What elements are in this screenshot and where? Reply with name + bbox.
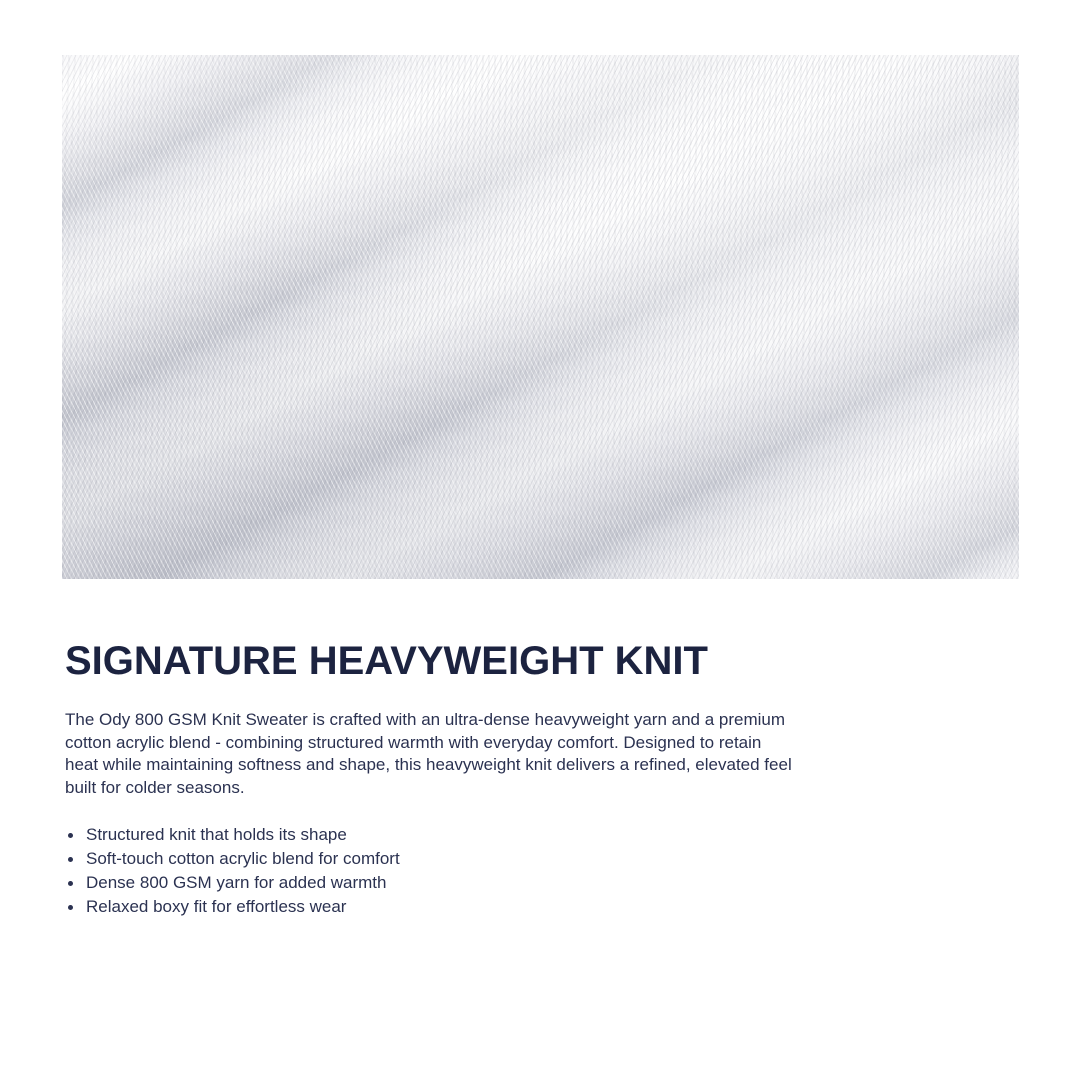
bullet-icon [68,905,73,910]
page-title: SIGNATURE HEAVYWEIGHT KNIT [65,639,708,683]
feature-item [65,871,835,895]
feature-item [65,895,835,919]
bullet-icon [68,833,73,838]
feature-item [65,847,835,871]
feature-list [65,823,835,919]
feature-text: Structured knit that holds its shape [86,825,347,844]
feature-item [65,823,835,847]
bullet-icon [68,881,73,886]
knit-fabric-image [62,55,1019,579]
bullet-icon [68,857,73,862]
feature-text: Relaxed boxy fit for effortless wear [86,897,347,916]
feature-text: Dense 800 GSM yarn for added warmth [86,873,387,892]
feature-text: Soft-touch cotton acrylic blend for comfort [86,849,400,868]
product-description: The Ody 800 GSM Knit Sweater is crafted with an ultra-dense heavyweight yarn and a premium cotton acrylic blend - combining structured warmth with everyday comfort. Designed to retain heat while maintaining softness and shape, this heavyweight knit delivers a refined, elevated feel built for colder seasons. [65,710,792,797]
product-copy-block [65,641,835,919]
